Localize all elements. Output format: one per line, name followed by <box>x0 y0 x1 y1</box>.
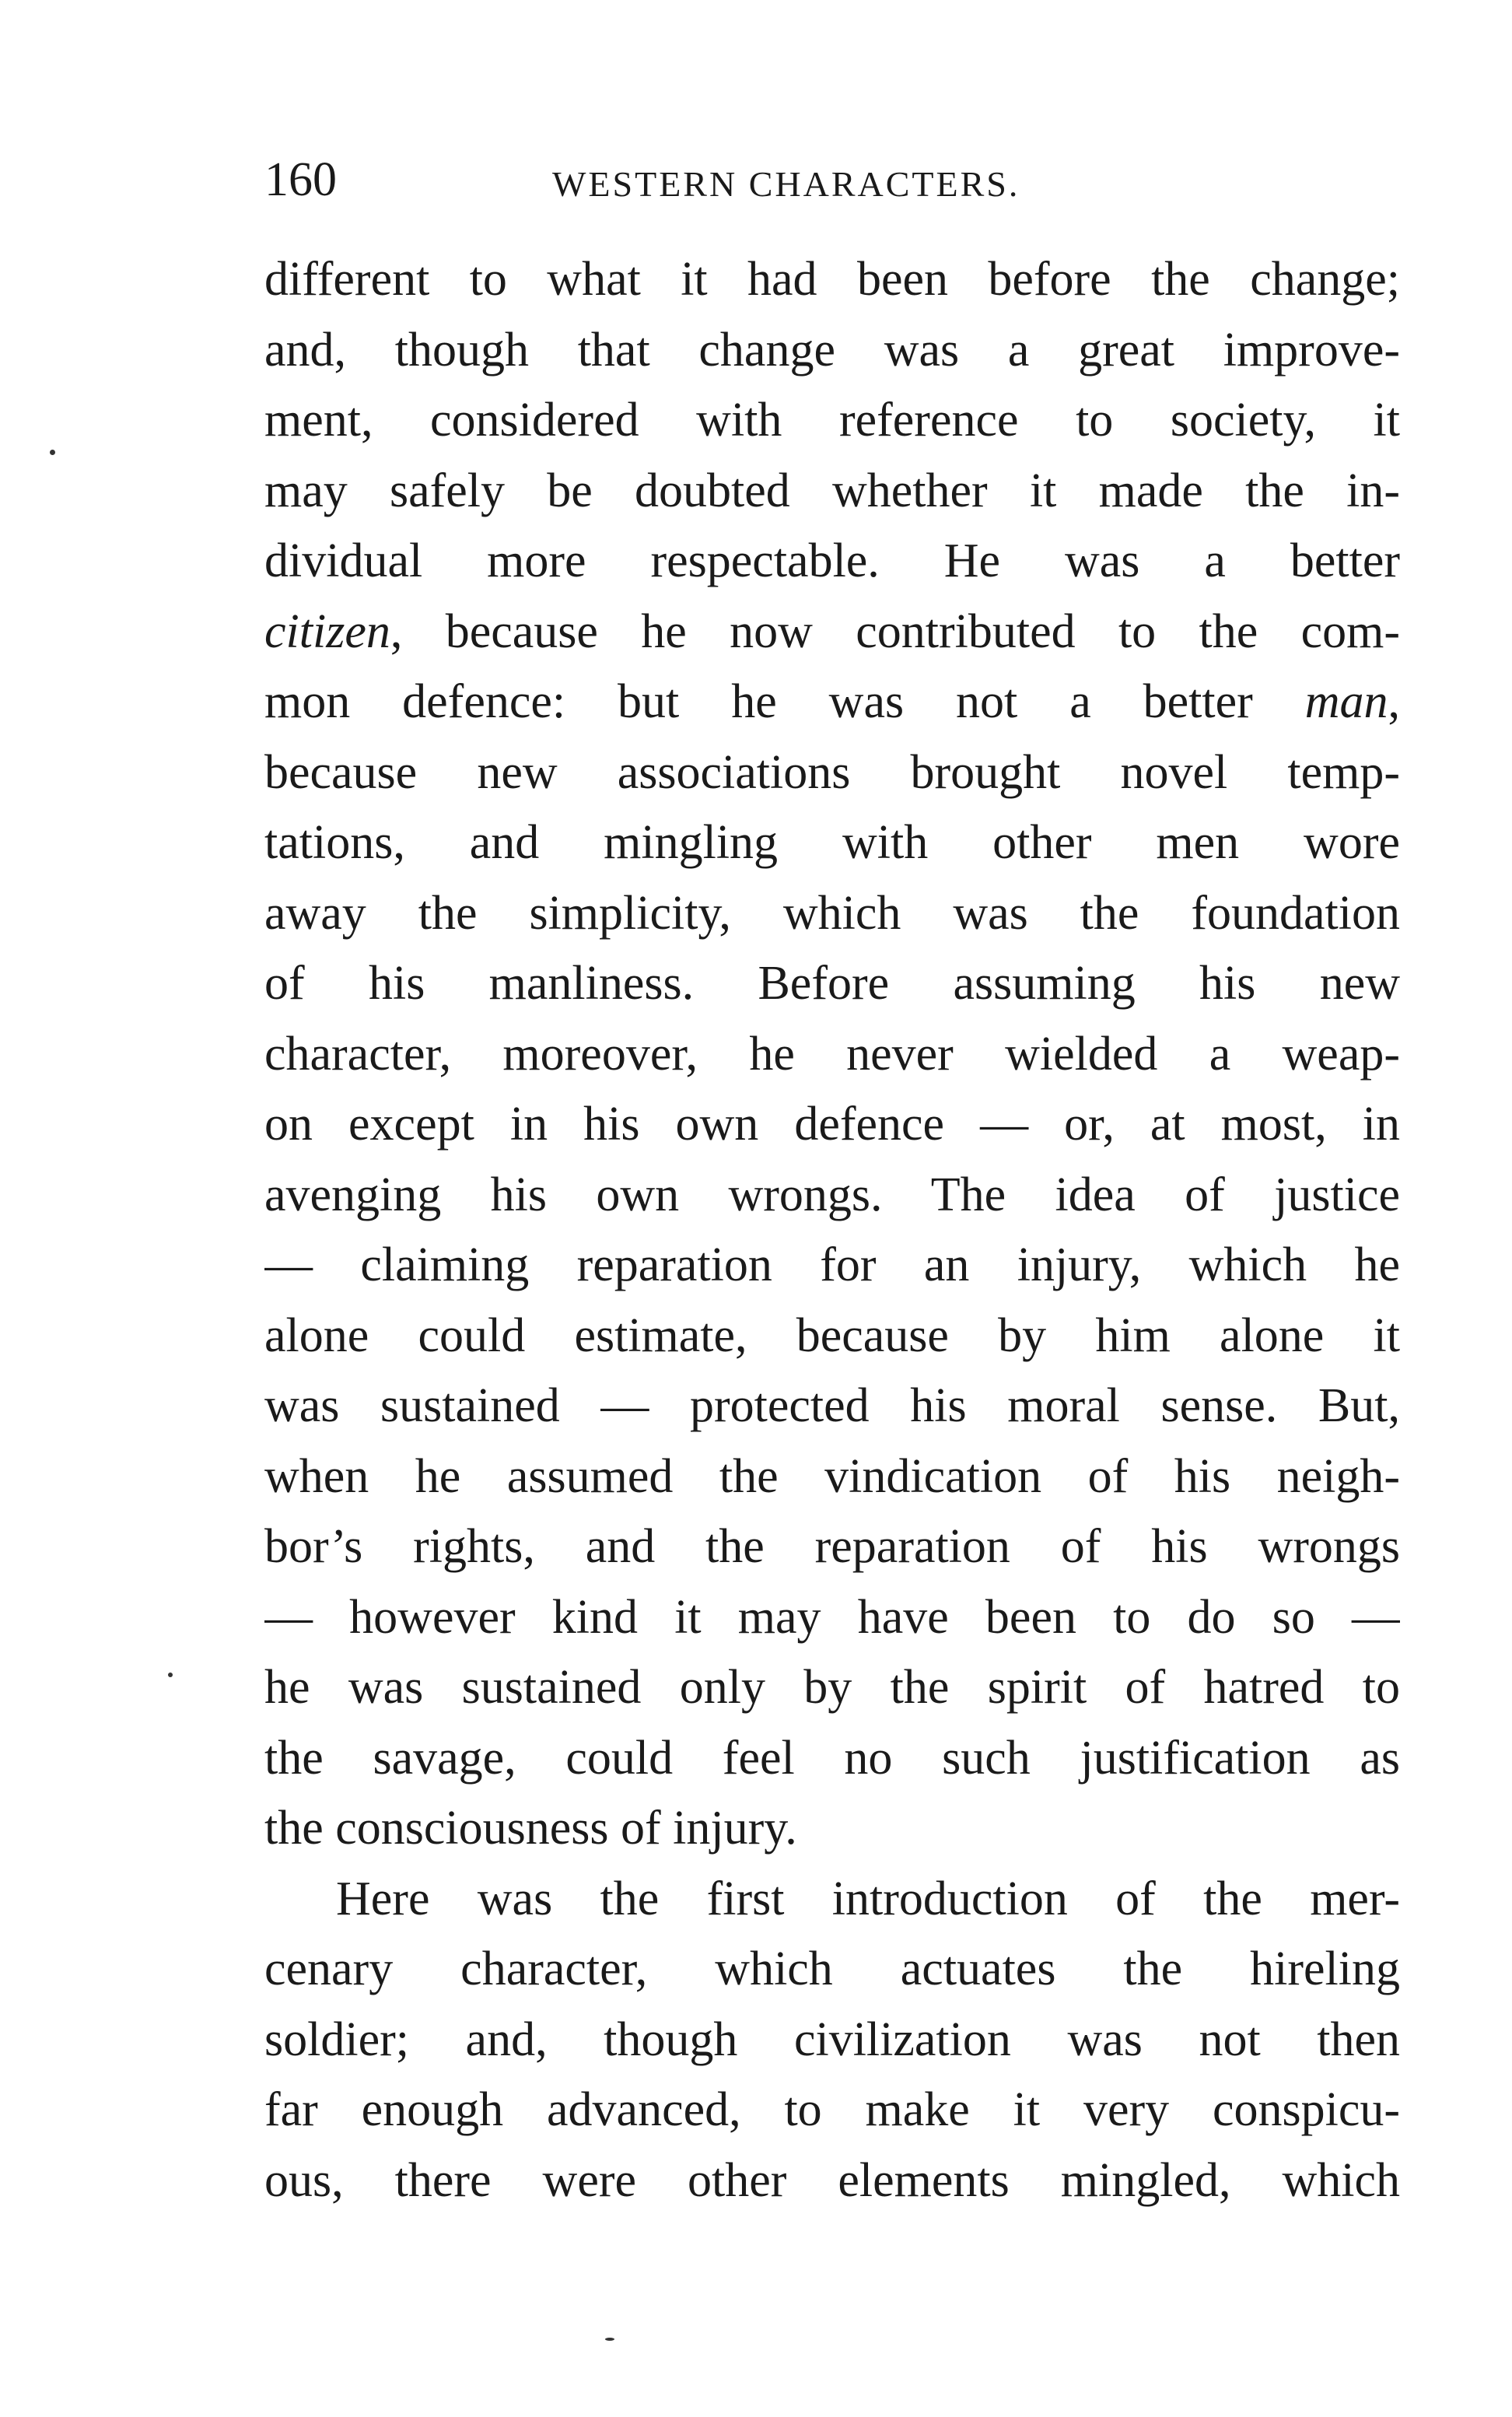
text-line: alone could estimate, because by him alone it <box>264 1308 1400 1362</box>
text-line: ment, considered with reference to society, it <box>264 394 1400 447</box>
print-speck <box>50 450 55 455</box>
text-line: was sustained — protected his moral sense. But, <box>264 1379 1400 1432</box>
body-text <box>264 244 1400 2216</box>
page-header <box>264 145 1400 215</box>
paragraph <box>264 244 1400 1864</box>
text-line: bor’s rights, and the reparation of his wrongs <box>264 1520 1400 1573</box>
text-line: away the simplicity, which was the foundation <box>264 886 1400 940</box>
page-number: 160 <box>264 153 337 206</box>
text-line: may safely be doubted whether it made the in- <box>264 464 1400 517</box>
italic-word: man <box>1304 675 1388 728</box>
text-line: soldier; and, though civilization was not then <box>264 2012 1400 2066</box>
italic-word: citizen <box>264 604 390 658</box>
text-line: the consciousness of injury. <box>264 1802 797 1855</box>
line-text: , because he now contributed to the com- <box>390 604 1400 658</box>
print-speck <box>605 2338 614 2341</box>
text-line <box>264 597 1400 667</box>
text-line: avenging his own wrongs. The idea of justice <box>264 1168 1400 1221</box>
text-line: ous, there were other elements mingled, which <box>264 2153 1400 2207</box>
text-line: cenary character, which actuates the hireling <box>264 1942 1400 1995</box>
text-line: Here was the first introduction of the mer- <box>336 1872 1400 1925</box>
text-line: because new associations brought novel temp- <box>264 745 1400 799</box>
text-line: on except in his own defence — or, at most, in <box>264 1098 1400 1151</box>
line-text: mon defence: but he was not a better <box>264 675 1305 728</box>
text-line: character, moreover, he never wielded a weap- <box>264 1027 1400 1081</box>
running-title: WESTERN CHARACTERS. <box>552 164 1020 204</box>
text-line: when he assumed the vindication of his neigh- <box>264 1449 1400 1503</box>
text-line: dividual more respectable. He was a better <box>264 534 1400 587</box>
text-line: the savage, could feel no such justification as <box>264 1731 1400 1785</box>
print-speck <box>168 1673 173 1677</box>
text-line: — claiming reparation for an injury, which he <box>264 1238 1400 1291</box>
text-line: and, though that change was a great improve- <box>264 323 1400 377</box>
text-line: far enough advanced, to make it very conspicu- <box>264 2083 1400 2136</box>
text-line <box>264 667 1400 737</box>
text-line: he was sustained only by the spirit of hatred to <box>264 1661 1400 1714</box>
line-text: , <box>1388 675 1400 728</box>
text-line: of his manliness. Before assuming his new <box>264 957 1400 1010</box>
text-line: tations, and mingling with other men wore <box>264 816 1400 869</box>
paragraph <box>264 1864 1400 2216</box>
text-line: different to what it had been before the change; <box>264 253 1400 306</box>
text-line: — however kind it may have been to do so — <box>264 1590 1400 1644</box>
